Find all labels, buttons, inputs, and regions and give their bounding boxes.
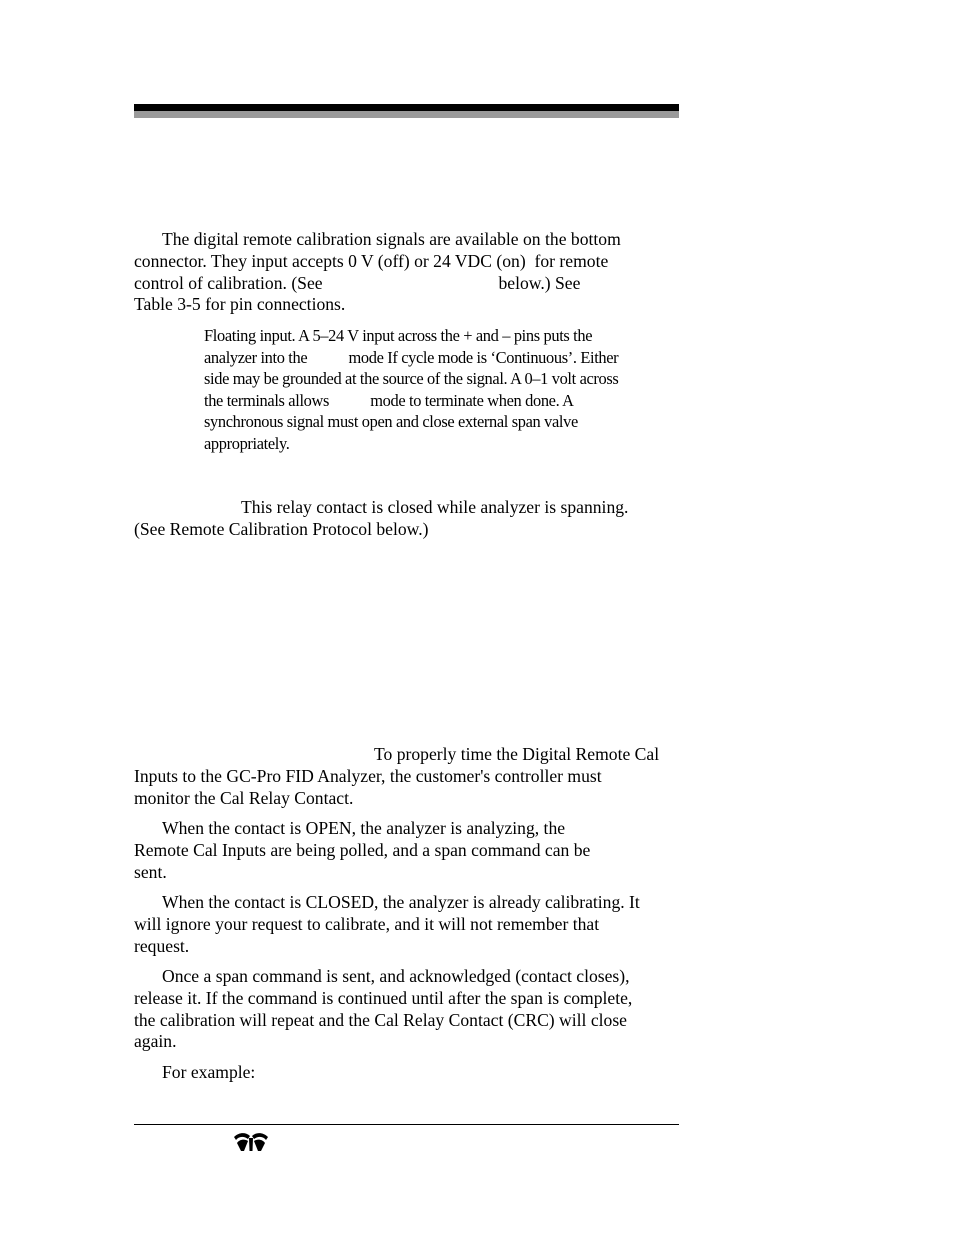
- text-line: connector. They input accepts 0 V (off) or 24 VDC (on) for remote: [134, 250, 609, 271]
- header-rule-shadow: [134, 111, 679, 118]
- text-line: synchronous signal must open and close external span valve: [204, 412, 578, 432]
- closed-contact-paragraph: [134, 892, 682, 957]
- company-logo-icon: [233, 1131, 269, 1153]
- text-line: monitor the Cal Relay Contact.: [134, 787, 354, 808]
- floating-input-description: [204, 325, 682, 455]
- protocol-paragraph: [134, 744, 682, 809]
- footer-rule: [134, 1124, 679, 1125]
- header-rule: [134, 104, 679, 111]
- example-paragraph: [134, 1062, 682, 1084]
- text-line: again.: [134, 1031, 177, 1052]
- span-command-paragraph: [134, 966, 682, 1053]
- text-line: sent.: [134, 861, 167, 882]
- text-line: For example:: [162, 1062, 256, 1082]
- text-line: side may be grounded at the source of the signal. A 0–1 volt across: [204, 369, 619, 389]
- text-line: This relay contact is closed while analyzer is spanning.: [241, 497, 629, 517]
- open-contact-paragraph: [134, 818, 682, 883]
- text-line: Table 3-5 for pin connections.: [134, 294, 346, 315]
- text-line: will ignore your request to calibrate, and it will not remember that: [134, 913, 600, 934]
- text-line: the calibration will repeat and the Cal Relay Contact (CRC) will close: [134, 1009, 627, 1030]
- text-line: (See Remote Calibration Protocol below.): [134, 518, 429, 539]
- text-line: appropriately.: [204, 433, 290, 453]
- intro-paragraph: [134, 229, 682, 316]
- text-line: release it. If the command is continued until after the span is complete,: [134, 987, 633, 1008]
- relay-paragraph: [134, 497, 682, 541]
- text-line: When the contact is OPEN, the analyzer is analyzing, the: [162, 818, 566, 838]
- text-line: Floating input. A 5–24 V input across the + and – pins puts the: [204, 326, 593, 345]
- text-line: To properly time the Digital Remote Cal: [374, 744, 660, 764]
- text-line: analyzer into the mode If cycle mode is ‘Continuous’. Either: [204, 347, 619, 367]
- text-line: request.: [134, 935, 190, 956]
- text-line: Inputs to the GC-Pro FID Analyzer, the customer's controller must: [134, 765, 602, 786]
- text-line: When the contact is CLOSED, the analyzer is already calibrating. It: [162, 892, 640, 912]
- text-line: the terminals allows mode to terminate when done. A: [204, 390, 574, 410]
- text-line: Remote Cal Inputs are being polled, and a span command can be: [134, 839, 591, 860]
- text-line: The digital remote calibration signals are available on the bottom: [162, 229, 621, 249]
- text-line: Once a span command is sent, and acknowledged (contact closes),: [162, 966, 630, 986]
- text-line: control of calibration. (See below.) See: [134, 272, 581, 293]
